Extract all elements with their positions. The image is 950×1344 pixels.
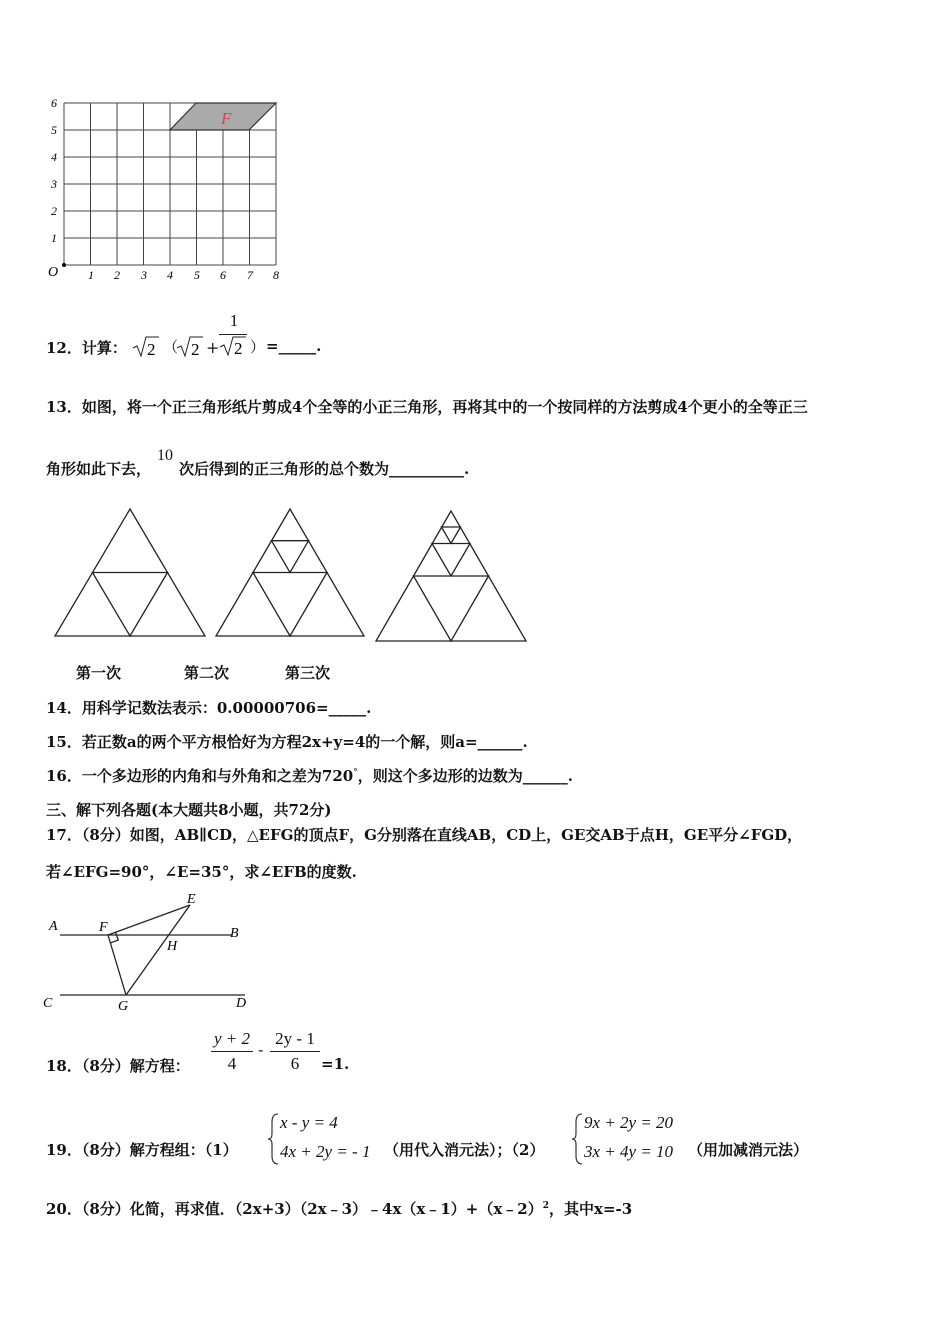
svg-text:D: D: [236, 996, 247, 1011]
svg-text:2: 2: [51, 204, 57, 218]
svg-text:6: 6: [51, 96, 57, 110]
svg-text:E: E: [187, 892, 196, 907]
brace-1: [266, 1112, 280, 1166]
svg-text:2: 2: [147, 340, 156, 359]
svg-text:8: 8: [273, 268, 279, 282]
answer-blank: =_____.: [266, 337, 322, 355]
question-20: 20．（8分）化简，再求值．（2x+3）（2x﹣3）﹣4x（x﹣1）+（x﹣2）$^2$，其中x=-3: [46, 1200, 633, 1218]
svg-text:F: F: [99, 920, 108, 935]
svg-text:6: 6: [220, 268, 226, 282]
svg-text:7: 7: [247, 268, 253, 282]
question-12: 12．计算：: [46, 339, 127, 357]
question-13-line1: 13．如图，将一个正三角形纸片剪成4个全等的小正三角形，再将其中的一个按同样的方法剪成4个更小的全等正三: [46, 398, 808, 416]
minus-sign: -: [258, 1040, 264, 1059]
svg-text:B: B: [230, 926, 239, 941]
caption-second: 第二次: [184, 664, 230, 682]
question-13-line2: 角形如此下去，10次后得到的正三角形的总个数为__________.: [46, 447, 470, 478]
question-number: 12．: [46, 339, 82, 357]
question-14: 14．用科学记数法表示：0.00000706=_____.: [46, 699, 372, 717]
caption-third: 第三次: [285, 664, 331, 682]
power-number: 10: [157, 447, 174, 464]
svg-text:H: H: [167, 939, 178, 954]
section-heading: 三、解下列各题(本大题共8小题，共72分): [46, 801, 332, 819]
svg-text:5: 5: [194, 268, 200, 282]
method-1-label: （用代入消元法）；（2）: [384, 1141, 545, 1159]
right-paren: ）: [250, 338, 266, 356]
question-19: 19．（8分）解方程组：（1）: [46, 1141, 238, 1159]
segment-fe: [108, 905, 190, 935]
triangle-first: [55, 509, 205, 636]
shape-label: F: [221, 109, 232, 128]
system2-eq1: 9x + 2y = 20: [584, 1113, 674, 1132]
fraction1-denominator: 4: [227, 1054, 237, 1073]
sqrt-symbol: [132, 334, 160, 360]
brace-2: [570, 1112, 584, 1166]
method-2-label: （用加减消元法）: [688, 1141, 809, 1159]
svg-text:2: 2: [234, 339, 243, 358]
caption-first: 第一次: [76, 664, 122, 682]
origin-label: O: [48, 265, 59, 280]
segment-fg: [108, 935, 126, 995]
triangle-figures: [50, 505, 535, 650]
fraction1-bar: [211, 1051, 253, 1052]
equation-rhs: =1.: [321, 1055, 350, 1073]
svg-text:C: C: [43, 996, 53, 1011]
fraction2-denominator: 6: [290, 1054, 300, 1073]
svg-text:1: 1: [51, 231, 57, 245]
x-tick-labels: [88, 268, 279, 282]
question-16: 16．一个多边形的内角和与外角和之差为720°，则这个多边形的边数为______.: [46, 767, 573, 785]
system2-eq2: 3x + 4y = 10: [584, 1142, 674, 1161]
segment-eg: [126, 905, 190, 995]
question-17-line2: 若∠EFG=90°，∠E=35°，求∠EFB的度数.: [46, 863, 357, 881]
fraction1-numerator: y + 2: [213, 1029, 251, 1048]
svg-text:A: A: [49, 919, 58, 934]
svg-text:2: 2: [191, 340, 200, 359]
triangle-second: [216, 509, 364, 636]
fraction2-numerator: 2y - 1: [275, 1029, 315, 1048]
question-15: 15．若正数a的两个平方根恰好为方程2x+y=4的一个解，则a=______.: [46, 733, 528, 751]
origin-dot: [62, 263, 66, 267]
svg-text:4: 4: [51, 150, 57, 164]
svg-text:2: 2: [114, 268, 120, 282]
svg-text:3: 3: [141, 268, 147, 282]
svg-text:3: 3: [51, 177, 57, 191]
system1-eq1: x - y = 4: [280, 1113, 338, 1132]
svg-text:4: 4: [167, 268, 173, 282]
fraction2-bar: [270, 1051, 320, 1052]
parallel-lines-figure: [40, 885, 265, 1015]
svg-text:G: G: [118, 999, 129, 1014]
sqrt-symbol: [219, 335, 247, 359]
y-tick-labels: [50, 96, 57, 245]
question-17-line1: 17．（8分）如图，AB∥CD，△EFG的顶点F，G分别落在直线AB，CD上，GE交AB于点H，GE平分∠FGD，: [46, 826, 803, 844]
system1-eq2: 4x + 2y = - 1: [280, 1142, 371, 1161]
svg-text:5: 5: [51, 123, 57, 137]
svg-text:1: 1: [88, 268, 94, 282]
grid-figure: [40, 95, 290, 290]
question-18: 18．（8分）解方程：: [46, 1057, 190, 1075]
fraction-numerator: 1: [229, 311, 239, 330]
triangle-third: [376, 511, 526, 641]
plus-sign: +: [206, 338, 220, 357]
left-paren: （: [163, 338, 179, 356]
sqrt-symbol: [176, 334, 204, 360]
